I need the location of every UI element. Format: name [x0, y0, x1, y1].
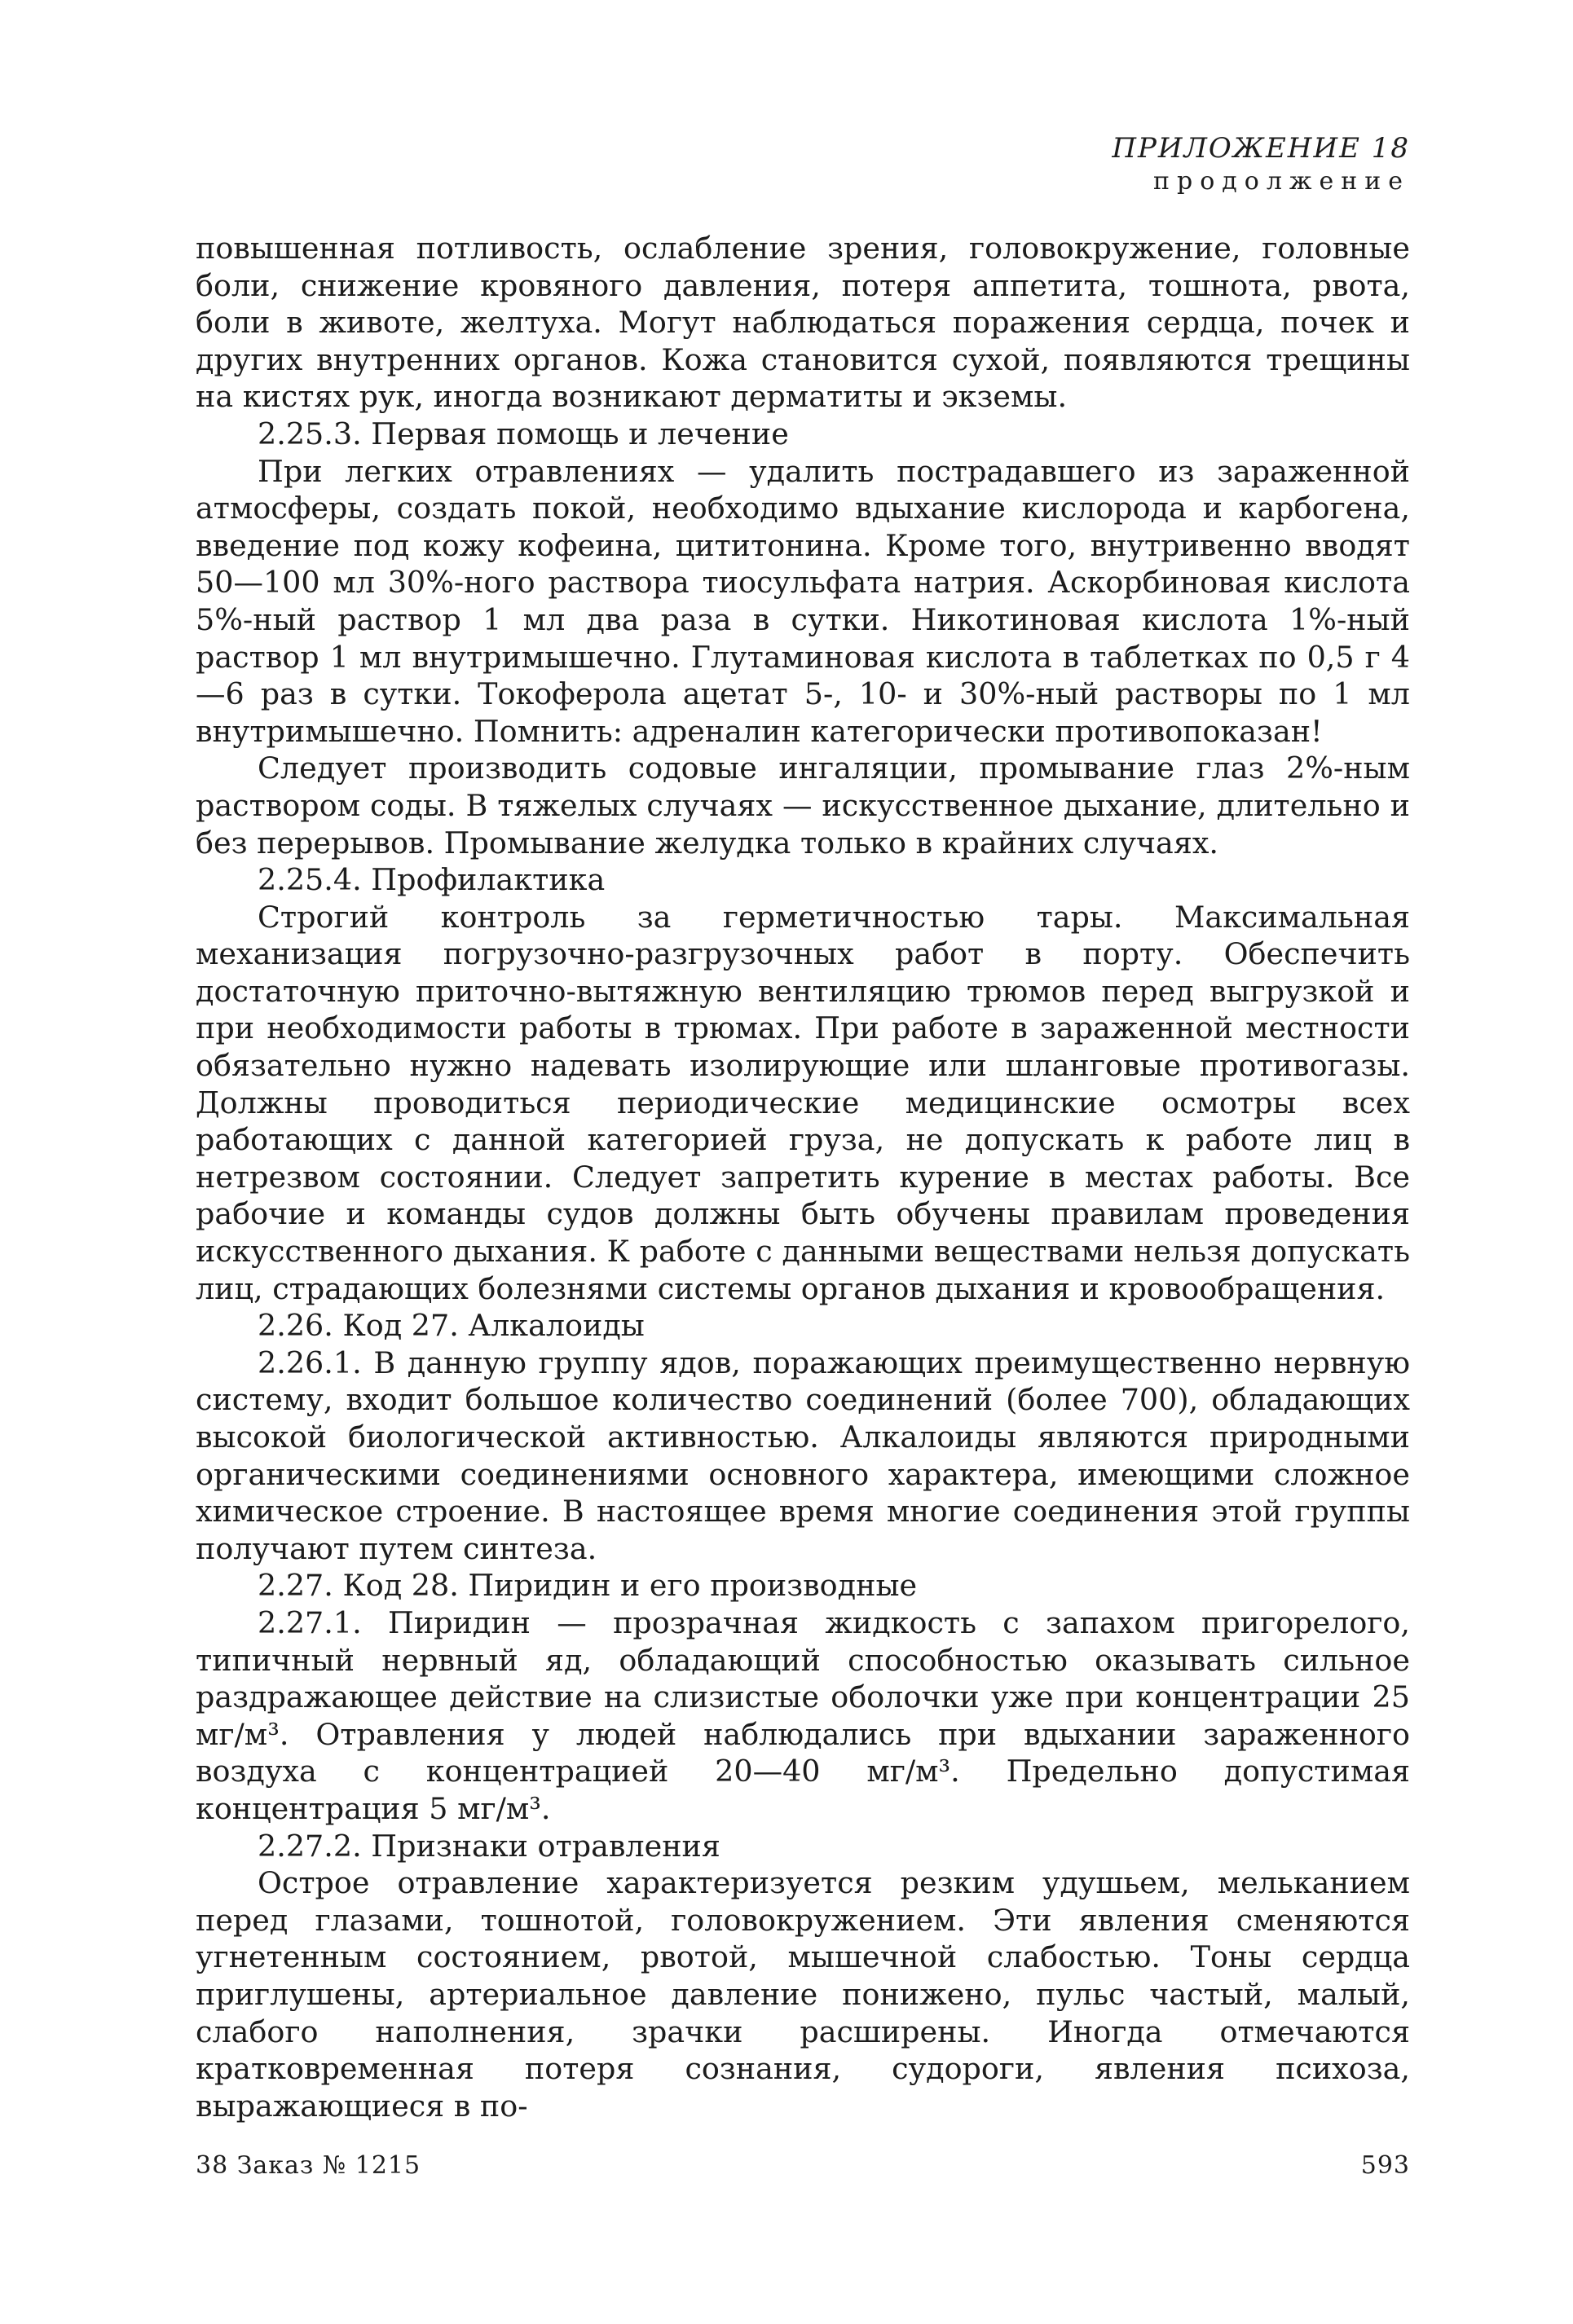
paragraph: Строгий контроль за герметичностью тары. Максимальная механизация погрузочно-разгрузочных работ в порту. Обеспечить достаточную приточно-вытяжную вентиляцию трюмов перед выгрузкой и при необходимости работы в трюмах. При работе в зараженной местности обязательно нужно надевать изолирующие или шланговые противогазы. Должны проводиться периодические медицинские осмотры всех работающих с данной категорией груза, не допускать к работе лиц в нетрезвом состоянии. Следует запретить курение в местах работы. Все рабочие и команды судов должны быть обучены правилам проведения искусственного дыхания. К работе с данными веществами нельзя допускать лиц, страдающих болезнями системы органов дыхания и кровообращения.	[196, 899, 1410, 1306]
paragraph: 2.26.1. В данную группу ядов, поражающих преимущественно нервную систему, входит большое количество соединений (более 700), обладающих высокой биологической активностью. Алкалоиды являются природными органическими соединениями основного характера, имеющими сложное химическое строение. В настоящее время многие соединения этой группы получают путем синтеза.	[196, 1345, 1410, 1566]
running-head	[196, 130, 1410, 197]
section-heading: 2.27.2. Признаки отравления	[258, 1828, 720, 1864]
paragraph: Острое отравление характеризуется резким удушьем, мельканием перед глазами, тошнотой, головокружением. Эти явления сменяются угнетенным состоянием, рвотой, мышечной слабостью. Тоны сердца приглушены, артериальное давление понижено, пульс частый, малый, слабого наполнения, зрачки расширены. Иногда отмечаются кратковременная потеря сознания, судороги, явления психоза, выражающиеся в по-	[196, 1865, 1410, 2124]
paragraph: Следует производить содовые ингаляции, промывание глаз 2%-ным раствором соды. В тяжелых случаях — искусственное дыхание, длительно и без перерывов. Промывание желудка только в крайних случаях.	[196, 750, 1410, 860]
section-heading: 2.25.4. Профилактика	[258, 862, 606, 898]
print-signature: 38 Заказ № 1215	[196, 2151, 421, 2180]
appendix-continuation: продолжение	[1153, 167, 1410, 196]
page-number: 593	[1360, 2151, 1410, 2180]
appendix-title: ПРИЛОЖЕНИЕ 18	[1112, 132, 1410, 165]
paragraph: 2.27.1. Пиридин — прозрачная жидкость с запахом пригорелого, типичный нервный яд, обладающий способностью оказывать сильное раздражающее действие на слизистые оболочки уже при концентрации 25 мг/м³. Отравления у людей наблюдались при вдыхании зараженного воздуха с концентрацией 20—40 мг/м³. Предельно допустимая концентрация 5 мг/м³.	[196, 1604, 1410, 1826]
paragraph: При легких отравлениях — удалить пострадавшего из зараженной атмосферы, создать покой, необходимо вдыхание кислорода и карбогена, введение под кожу кофеина, цититонина. Кроме того, внутривенно вводят 50—100 мл 30%-ного раствора тиосульфата натрия. Аскорбиновая кислота 5%-ный раствор 1 мл два раза в сутки. Никотиновая кислота 1%-ный раствор 1 мл внутримышечно. Глутаминовая кислота в таблетках по 0,5 г 4—6 раз в сутки. Токоферола ацетат 5-, 10- и 30%-ный растворы по 1 мл внутримышечно. Помнить: адреналин категорически противопоказан!	[196, 453, 1410, 749]
body-text	[196, 230, 1410, 2124]
page-footer	[196, 2151, 1410, 2180]
section-heading: 2.27. Код 28. Пиридин и его производные	[258, 1568, 918, 1604]
section-heading: 2.26. Код 27. Алкалоиды	[258, 1308, 645, 1344]
section-heading: 2.25.3. Первая помощь и лечение	[258, 416, 789, 451]
paragraph: повышенная потливость, ослабление зрения, головокружение, головные боли, снижение кровяного давления, потеря аппетита, тошнота, рвота, боли в животе, желтуха. Могут наблюдаться поражения сердца, почек и других внутренних органов. Кожа становится сухой, появляются трещины на кистях рук, иногда возникают дерматиты и экземы.	[196, 231, 1410, 415]
